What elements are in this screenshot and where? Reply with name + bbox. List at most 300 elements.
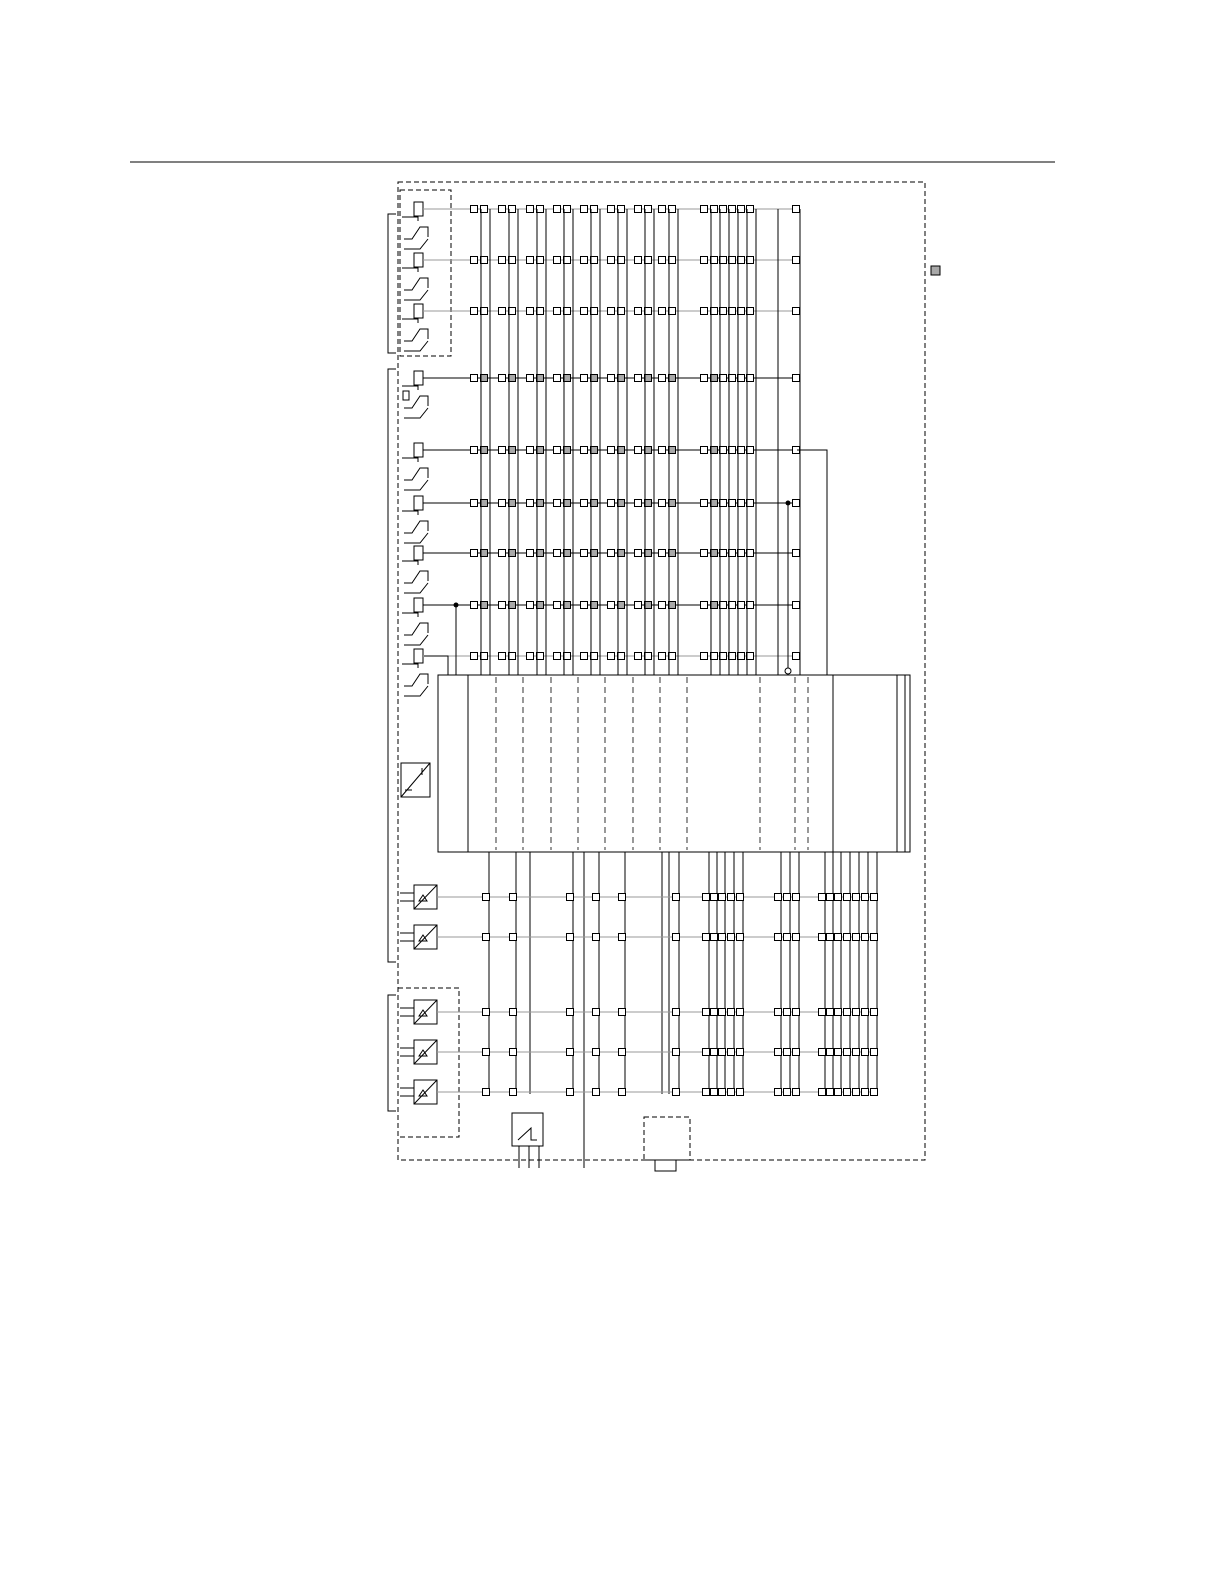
terminal	[669, 308, 676, 315]
terminal	[853, 1009, 860, 1016]
relay-coil	[414, 496, 423, 510]
terminal	[619, 934, 626, 941]
legend-marker	[931, 266, 940, 275]
terminal	[554, 375, 561, 382]
terminal	[784, 894, 791, 901]
terminal	[537, 602, 544, 609]
terminal	[720, 206, 727, 213]
terminal	[711, 500, 718, 507]
terminal	[659, 653, 666, 660]
terminal	[537, 500, 544, 507]
terminal	[564, 206, 571, 213]
terminal	[471, 308, 478, 315]
terminal	[471, 602, 478, 609]
terminal	[537, 375, 544, 382]
terminal	[608, 550, 615, 557]
terminal	[871, 1089, 878, 1096]
terminal	[738, 375, 745, 382]
terminal	[618, 500, 625, 507]
terminal	[471, 375, 478, 382]
terminal	[729, 500, 736, 507]
terminal	[729, 602, 736, 609]
terminal	[701, 375, 708, 382]
terminal	[793, 934, 800, 941]
terminal	[737, 1049, 744, 1056]
terminal	[499, 206, 506, 213]
terminal	[581, 206, 588, 213]
terminal	[509, 447, 516, 454]
terminal	[747, 653, 754, 660]
terminal	[593, 1089, 600, 1096]
terminal	[567, 1049, 574, 1056]
terminal	[564, 500, 571, 507]
terminal	[793, 894, 800, 901]
terminal	[701, 653, 708, 660]
terminal	[720, 375, 727, 382]
terminal	[738, 602, 745, 609]
terminal	[747, 500, 754, 507]
terminal	[554, 602, 561, 609]
terminal	[775, 934, 782, 941]
terminal	[499, 500, 506, 507]
relay-coil	[414, 598, 423, 612]
relay-link	[402, 319, 418, 323]
terminal	[635, 375, 642, 382]
terminal	[591, 500, 598, 507]
relay-contact	[404, 623, 428, 635]
terminal	[729, 206, 736, 213]
terminal	[729, 375, 736, 382]
connector-boundary	[644, 1117, 690, 1160]
relay-coil	[414, 304, 423, 318]
terminal	[844, 934, 851, 941]
terminal	[527, 500, 534, 507]
terminal	[728, 1009, 735, 1016]
terminal	[608, 602, 615, 609]
terminal	[703, 1009, 710, 1016]
terminal	[669, 257, 676, 264]
terminal	[581, 602, 588, 609]
terminal	[635, 653, 642, 660]
terminal	[793, 653, 800, 660]
terminal	[510, 894, 517, 901]
terminal	[784, 934, 791, 941]
terminal	[738, 447, 745, 454]
terminal	[720, 602, 727, 609]
terminal	[701, 602, 708, 609]
terminal	[659, 206, 666, 213]
terminal	[471, 257, 478, 264]
terminal	[537, 206, 544, 213]
terminal	[567, 934, 574, 941]
terminal	[554, 550, 561, 557]
relay-contact	[404, 583, 428, 593]
terminal	[738, 550, 745, 557]
terminal	[701, 550, 708, 557]
terminal	[499, 447, 506, 454]
cable-connector	[655, 1160, 676, 1171]
relay-link	[402, 458, 418, 462]
terminal	[871, 934, 878, 941]
terminal	[669, 447, 676, 454]
relay-coil	[414, 202, 423, 216]
terminal	[659, 257, 666, 264]
terminal	[645, 550, 652, 557]
terminal	[645, 447, 652, 454]
terminal	[499, 602, 506, 609]
terminal	[711, 934, 718, 941]
terminal	[510, 1009, 517, 1016]
terminal	[819, 894, 826, 901]
terminal	[481, 653, 488, 660]
terminal	[591, 447, 598, 454]
terminal	[481, 308, 488, 315]
terminal	[720, 550, 727, 557]
terminal	[819, 1009, 826, 1016]
relay-rows	[402, 202, 800, 696]
terminal	[537, 257, 544, 264]
controller-module	[438, 675, 910, 852]
terminal	[481, 447, 488, 454]
terminal	[527, 257, 534, 264]
terminal	[591, 257, 598, 264]
terminal	[593, 934, 600, 941]
junction-dot	[786, 501, 791, 506]
terminal	[619, 894, 626, 901]
terminal	[728, 1049, 735, 1056]
terminal	[537, 447, 544, 454]
relay-contact	[404, 290, 428, 300]
terminal	[784, 1089, 791, 1096]
terminal	[581, 447, 588, 454]
relay-coil	[414, 649, 423, 663]
terminal	[619, 1089, 626, 1096]
terminal	[720, 500, 727, 507]
terminal	[728, 894, 735, 901]
relay-contact	[404, 408, 428, 418]
relay-contact	[404, 521, 428, 533]
terminal	[729, 550, 736, 557]
terminal	[659, 308, 666, 315]
relay-link	[402, 613, 418, 617]
terminal	[527, 308, 534, 315]
relay-link	[402, 664, 418, 668]
terminal	[645, 500, 652, 507]
terminal	[853, 934, 860, 941]
terminal	[775, 1009, 782, 1016]
terminal	[835, 1089, 842, 1096]
terminal	[619, 1009, 626, 1016]
relay-contact	[404, 674, 428, 686]
terminal	[537, 653, 544, 660]
terminal	[564, 602, 571, 609]
terminal	[703, 934, 710, 941]
terminal	[747, 308, 754, 315]
junction-dot	[454, 603, 459, 608]
terminal	[729, 257, 736, 264]
terminal	[527, 602, 534, 609]
terminal	[635, 308, 642, 315]
terminal	[471, 206, 478, 213]
terminal	[711, 1089, 718, 1096]
terminal	[645, 206, 652, 213]
relay-link	[402, 386, 418, 390]
relay-contact	[404, 635, 428, 645]
relay-contact	[404, 480, 428, 490]
terminal	[499, 550, 506, 557]
terminal	[618, 602, 625, 609]
terminal	[509, 375, 516, 382]
terminal	[673, 934, 680, 941]
terminal	[737, 1089, 744, 1096]
terminal	[509, 653, 516, 660]
terminal	[564, 257, 571, 264]
relay-coil	[414, 443, 423, 457]
terminal	[844, 1049, 851, 1056]
terminal	[862, 1049, 869, 1056]
terminal	[471, 500, 478, 507]
relay-coil	[414, 253, 423, 267]
terminal	[635, 500, 642, 507]
terminal	[844, 894, 851, 901]
terminal	[669, 375, 676, 382]
relay-link	[402, 217, 418, 221]
terminal	[499, 653, 506, 660]
terminal	[729, 653, 736, 660]
terminal	[645, 602, 652, 609]
terminal	[793, 602, 800, 609]
terminal	[747, 206, 754, 213]
terminal	[729, 308, 736, 315]
terminal	[719, 934, 726, 941]
terminal	[645, 257, 652, 264]
terminal	[729, 447, 736, 454]
terminal	[618, 550, 625, 557]
terminal	[483, 894, 490, 901]
terminal	[793, 206, 800, 213]
terminal	[593, 894, 600, 901]
bus-feed	[797, 450, 827, 675]
terminal	[747, 550, 754, 557]
terminal	[618, 257, 625, 264]
terminal	[499, 308, 506, 315]
terminal	[711, 447, 718, 454]
terminal	[701, 206, 708, 213]
terminal	[673, 1089, 680, 1096]
terminal	[659, 447, 666, 454]
terminal	[747, 602, 754, 609]
terminal	[608, 447, 615, 454]
terminal	[819, 1089, 826, 1096]
terminal	[471, 447, 478, 454]
terminal	[711, 1009, 718, 1016]
terminal	[793, 308, 800, 315]
terminal	[509, 550, 516, 557]
terminal	[862, 894, 869, 901]
terminal	[581, 550, 588, 557]
terminal	[481, 550, 488, 557]
terminal	[618, 206, 625, 213]
terminal	[554, 206, 561, 213]
relay-contact	[404, 278, 428, 290]
terminal	[862, 1009, 869, 1016]
terminal	[711, 602, 718, 609]
terminal	[509, 602, 516, 609]
terminal	[527, 447, 534, 454]
terminal	[537, 308, 544, 315]
relay-contact	[404, 341, 428, 351]
terminal	[738, 653, 745, 660]
aux-coil	[403, 391, 409, 400]
terminal	[701, 500, 708, 507]
terminal	[793, 257, 800, 264]
relay-link	[402, 268, 418, 272]
motor-switch-block	[512, 1113, 543, 1146]
terminal	[720, 257, 727, 264]
terminal	[819, 1049, 826, 1056]
terminal	[738, 257, 745, 264]
terminal	[635, 602, 642, 609]
terminal	[659, 500, 666, 507]
terminal	[747, 375, 754, 382]
relay-coil	[414, 371, 423, 385]
terminal	[793, 550, 800, 557]
terminal	[481, 500, 488, 507]
terminal	[669, 602, 676, 609]
terminal	[737, 934, 744, 941]
terminal	[591, 375, 598, 382]
terminal	[871, 894, 878, 901]
terminal	[728, 1089, 735, 1096]
terminal	[591, 206, 598, 213]
terminal	[793, 1049, 800, 1056]
terminal	[720, 653, 727, 660]
relay-contact	[404, 468, 428, 480]
relay-link	[402, 561, 418, 565]
terminal	[719, 894, 726, 901]
terminal	[720, 308, 727, 315]
terminal	[618, 308, 625, 315]
terminal	[703, 1049, 710, 1056]
terminal	[591, 308, 598, 315]
terminal	[738, 206, 745, 213]
terminal	[673, 1009, 680, 1016]
terminal	[554, 308, 561, 315]
terminal	[608, 500, 615, 507]
terminal	[659, 602, 666, 609]
terminal	[591, 602, 598, 609]
terminal	[827, 934, 834, 941]
terminal	[564, 447, 571, 454]
terminal	[635, 257, 642, 264]
terminal	[659, 375, 666, 382]
terminal	[669, 500, 676, 507]
terminal	[711, 206, 718, 213]
terminal	[608, 206, 615, 213]
terminal	[581, 375, 588, 382]
relay-group-a-boundary	[400, 190, 451, 356]
terminal	[775, 894, 782, 901]
terminal	[510, 1049, 517, 1056]
terminal	[635, 447, 642, 454]
terminal	[527, 550, 534, 557]
terminal	[711, 1049, 718, 1056]
bracket-transducer-group-b	[388, 995, 396, 1111]
terminal	[862, 934, 869, 941]
terminal	[701, 257, 708, 264]
terminal	[618, 447, 625, 454]
terminal	[719, 1009, 726, 1016]
terminal	[827, 894, 834, 901]
terminal	[784, 1049, 791, 1056]
terminal	[554, 653, 561, 660]
relay-contact	[404, 686, 428, 696]
terminal	[775, 1089, 782, 1096]
relay-contact	[404, 227, 428, 239]
terminal	[862, 1089, 869, 1096]
relay-contact	[404, 329, 428, 341]
terminal	[481, 602, 488, 609]
terminal	[835, 894, 842, 901]
terminal	[554, 447, 561, 454]
terminal	[537, 550, 544, 557]
relay-contact	[404, 571, 428, 583]
terminal	[645, 653, 652, 660]
terminal	[701, 308, 708, 315]
terminal	[719, 1049, 726, 1056]
terminal	[567, 894, 574, 901]
terminal	[483, 934, 490, 941]
terminal	[784, 1009, 791, 1016]
terminal	[793, 375, 800, 382]
terminal	[581, 257, 588, 264]
terminal	[844, 1009, 851, 1016]
terminal	[564, 308, 571, 315]
terminal	[591, 653, 598, 660]
terminal	[581, 653, 588, 660]
terminal	[499, 375, 506, 382]
terminal	[481, 375, 488, 382]
terminal	[835, 934, 842, 941]
terminal	[853, 1089, 860, 1096]
terminal	[711, 550, 718, 557]
terminal	[593, 1009, 600, 1016]
terminal	[853, 894, 860, 901]
terminal	[738, 500, 745, 507]
terminal	[471, 653, 478, 660]
terminal	[673, 1049, 680, 1056]
terminal	[711, 894, 718, 901]
terminal	[645, 375, 652, 382]
bus-feed	[424, 656, 448, 675]
terminal	[509, 500, 516, 507]
terminal	[669, 206, 676, 213]
terminal	[819, 934, 826, 941]
terminal	[719, 1089, 726, 1096]
terminal	[618, 375, 625, 382]
transducer-rows	[400, 852, 878, 1104]
terminal	[635, 206, 642, 213]
terminal	[481, 257, 488, 264]
terminal	[581, 500, 588, 507]
terminal	[608, 308, 615, 315]
relay-link	[402, 511, 418, 515]
terminal	[481, 206, 488, 213]
terminal	[711, 257, 718, 264]
terminal	[527, 375, 534, 382]
terminal	[567, 1089, 574, 1096]
terminal	[871, 1009, 878, 1016]
